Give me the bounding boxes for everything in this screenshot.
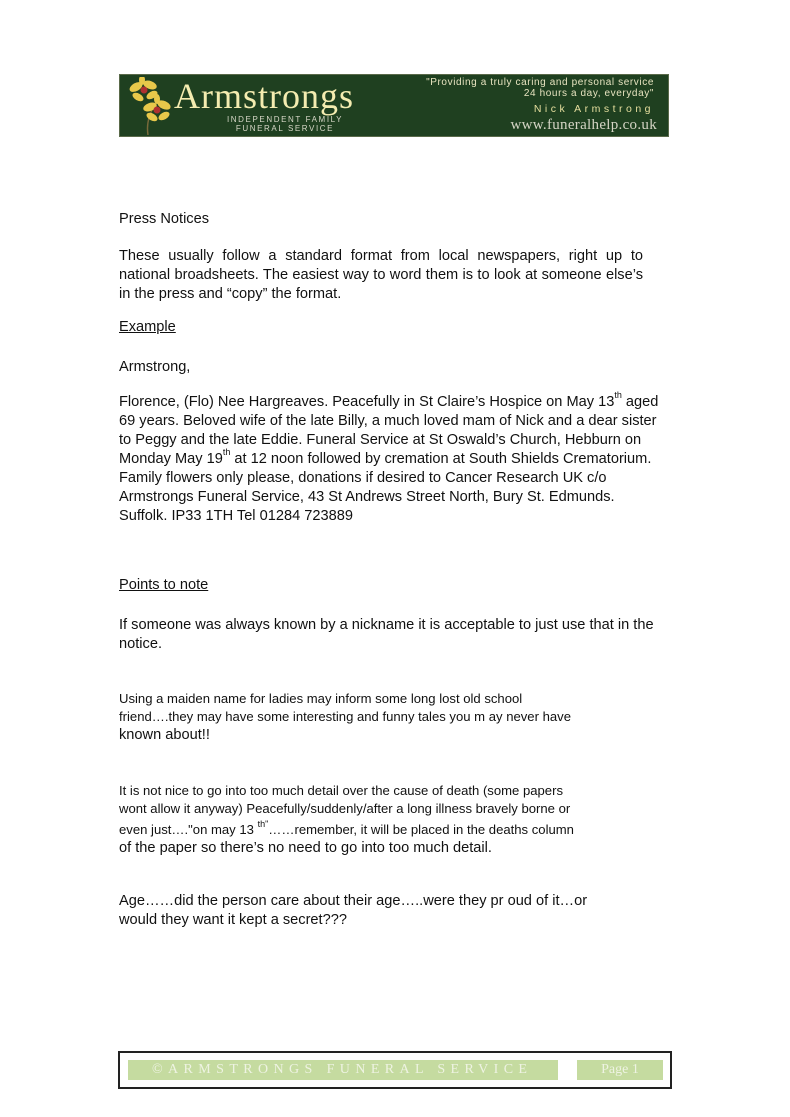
page-number: Page 1 (577, 1060, 663, 1080)
point-maiden-name (119, 690, 571, 744)
point-line: wont allow it anyway) Peacefully/suddenly/after a long illness bravely borne or (119, 801, 571, 816)
intro-paragraph: These usually follow a standard format from local newspapers, right up to national broadsheets. The easiest way to word them is to look at someone else’s in the press and “copy” the format. (119, 248, 643, 302)
point-line: It is not nice to go into too much detail over the cause of death (some papers (119, 783, 563, 798)
point-nickname: If someone was always known by a nickname it is acceptable to just use that in the notice. (119, 617, 654, 652)
brand-name: Armstrongs (174, 76, 354, 116)
website-url: www.funeralhelp.co.uk (510, 117, 657, 133)
point-line (119, 818, 574, 839)
point-text: ……remember, it will be placed in the deaths column (268, 822, 574, 837)
orchid-flower-icon (126, 77, 174, 135)
notice-text: aged 69 years. Beloved wife of the late Billy, a much loved mam of Nick and a dear sister to Peggy and the late Eddie. Funeral Service at St Oswald’s Church, Hebburn on Monday May 19 (119, 394, 659, 467)
tagline-quote (426, 77, 654, 99)
notice-text: at 12 noon followed by cremation at South Shields Crematorium. Family flowers only please, donations if desired to Cancer Research UK c/o Armstrongs Funeral Service, 43 St Andrews Street North, Bury St. Edmunds. Suffolk. IP33 1TH Tel 01284 723889 (119, 451, 652, 524)
subtitle-line: INDEPENDENT FAMILY (226, 115, 344, 124)
subtitle-line: FUNERAL SERVICE (235, 124, 335, 133)
example-surname: Armstrong, (119, 359, 191, 375)
example-notice (119, 390, 664, 526)
example-heading: Example (119, 319, 176, 335)
point-line: Using a maiden name for ladies may inform some long lost old school (119, 691, 523, 706)
ordinal-suffix: th" (257, 818, 269, 829)
point-age (119, 892, 587, 930)
point-cause-of-death (119, 782, 574, 857)
notice-text: Florence, (Flo) Nee Hargreaves. Peacefully in St Claire’s Hospice on May 13 (119, 394, 615, 410)
brand-subtitle (215, 115, 355, 133)
point-line: of the paper so there’s no need to go into too much detail. (119, 840, 492, 856)
quote-line: "Providing a truly caring and personal service (426, 77, 654, 88)
signature: Nick Armstrong (533, 103, 654, 115)
footer-copyright: ©ARMSTRONGS FUNERAL SERVICE (128, 1060, 558, 1080)
ordinal-suffix: th (614, 390, 622, 401)
page-footer (118, 1051, 672, 1089)
point-line: known about!! (119, 727, 210, 743)
points-heading: Points to note (119, 577, 209, 593)
ordinal-suffix: th (222, 447, 231, 458)
point-line: would they want it kept a secret??? (119, 912, 347, 928)
point-line: Age……did the person care about their age…..were they pr oud of it…or (119, 893, 588, 909)
point-line: friend….they may have some interesting and funny tales you m ay never have (119, 709, 571, 724)
quote-line: 24 hours a day, everyday" (523, 88, 654, 99)
point-text: even just…."on may 13 (119, 822, 258, 837)
header-banner (119, 74, 669, 137)
page-title: Press Notices (119, 211, 210, 227)
